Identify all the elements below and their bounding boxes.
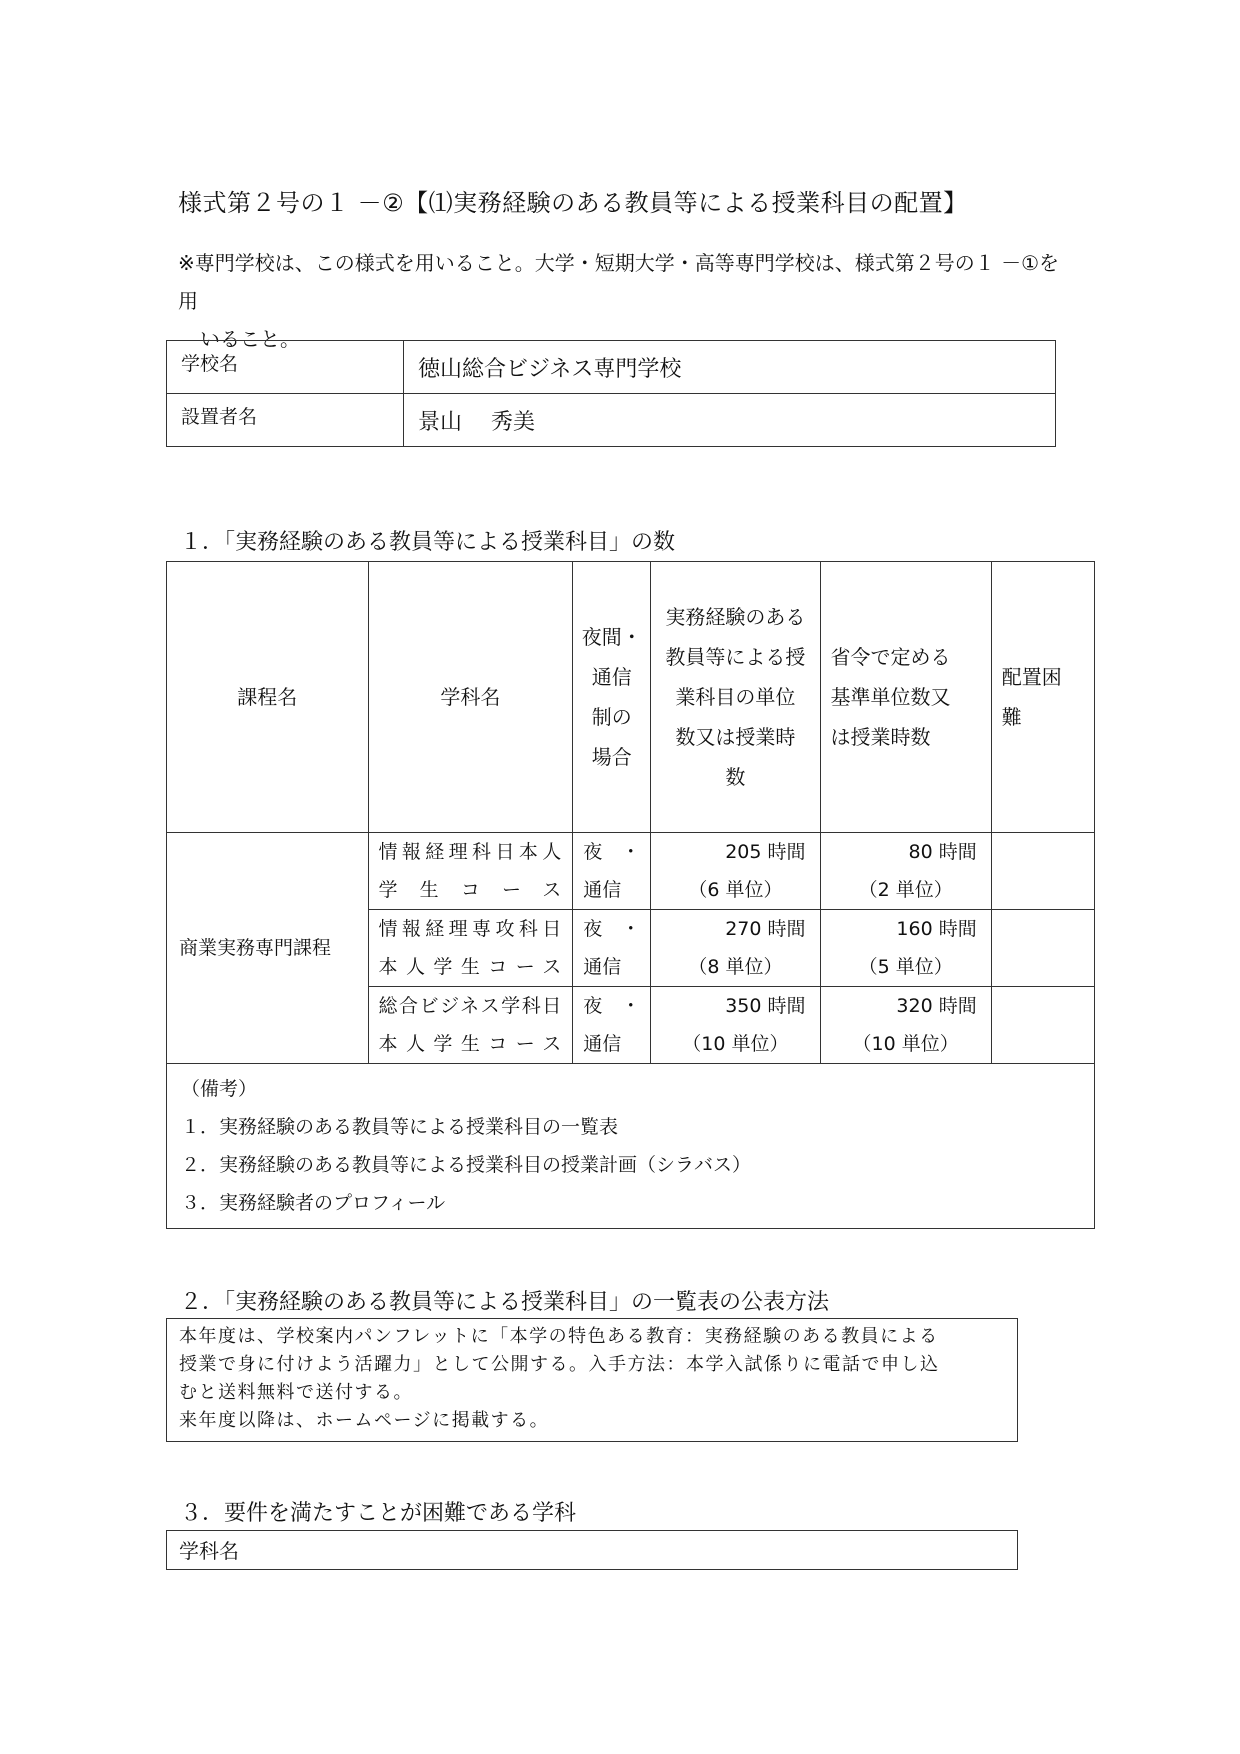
- difficulty-cell: [991, 833, 1094, 910]
- night-study: [573, 987, 651, 1064]
- remarks-item: ３．実務経験者のプロフィール: [181, 1192, 446, 1214]
- founder-name-label: 設置者名: [167, 394, 404, 447]
- publication-method-line: むと送料無料で送付する。: [179, 1382, 413, 1403]
- difficulty-cell: [991, 910, 1094, 987]
- course-name: 商業実務専門課程: [167, 833, 369, 1064]
- header-hours-line: 数: [725, 765, 746, 789]
- school-name-value: 徳山総合ビジネス専門学校: [404, 341, 1056, 394]
- header-night-line: 通信: [591, 665, 632, 689]
- remarks-item: ２．実務経験のある教員等による授業科目の授業計画（シラバス）: [181, 1154, 752, 1176]
- difficult-dept-box: [166, 1530, 1018, 1570]
- header-course: 課程名: [167, 562, 369, 833]
- standard-hours: [820, 987, 991, 1064]
- dept-name-line: 情報経理科日本人: [378, 841, 563, 863]
- section3-heading: ３．要件を満たすことが困難である学科: [180, 1501, 577, 1526]
- standard-hours-value: 320 時間: [896, 995, 977, 1017]
- header-hours-line: 数又は授業時: [675, 725, 796, 749]
- header-difficulty-line: 難: [1001, 705, 1022, 729]
- header-base-line: は授業時数: [830, 725, 931, 749]
- standard-hours: [820, 833, 991, 910]
- founder-row: [167, 394, 1056, 447]
- night-study-line: 夜 ・: [583, 841, 641, 863]
- dept-name-line: 本人学生コース: [378, 1033, 563, 1055]
- header-base-line: 基準単位数又: [830, 685, 951, 709]
- standard-hours-value: 80 時間: [908, 841, 977, 863]
- founder-name-value: 景山 秀美: [404, 394, 1056, 447]
- dept-name-line: 学生コース: [378, 879, 563, 901]
- remarks-heading: （備考）: [181, 1078, 258, 1100]
- night-study-line: 通信: [583, 1033, 622, 1055]
- night-study-line: 夜 ・: [583, 995, 641, 1017]
- header-night-line: 制の: [591, 705, 632, 729]
- usage-note-line: ※専門学校は、この様式を用いること。大学・短期大学・高等専門学校は、様式第２号の１ －①を用: [178, 251, 1060, 313]
- header-hours: [651, 562, 820, 833]
- publication-method-line: 本年度は、学校案内パンフレットに「本学の特色ある教育：実務経験のある教員による: [179, 1326, 939, 1347]
- table-row: [167, 833, 1095, 910]
- section2-heading: ２．「実務経験のある教員等による授業科目」の一覧表の公表方法: [180, 1290, 830, 1315]
- school-info-table: [166, 340, 1056, 447]
- dept-name-line: 本人学生コース: [378, 956, 563, 978]
- courses-header-row: [167, 562, 1095, 833]
- night-study: [573, 910, 651, 987]
- header-hours-line: 業科目の単位: [675, 685, 796, 709]
- practical-units-value: （6 単位）: [688, 879, 783, 901]
- night-study-line: 通信: [583, 879, 622, 901]
- night-study: [573, 833, 651, 910]
- standard-units-value: （5 単位）: [858, 956, 953, 978]
- standard-units-value: （2 単位）: [858, 879, 953, 901]
- header-base-line: 省令で定める: [830, 645, 951, 669]
- school-name-label: 学校名: [167, 341, 404, 394]
- header-hours-line: 教員等による授: [665, 645, 806, 669]
- dept-name: [368, 987, 573, 1064]
- difficult-dept-label: 学科名: [179, 1539, 239, 1563]
- night-study-line: 通信: [583, 956, 622, 978]
- standard-units-value: （10 単位）: [852, 1033, 959, 1055]
- header-base: [820, 562, 991, 833]
- practical-hours: [651, 910, 820, 987]
- dept-name: [368, 910, 573, 987]
- difficulty-cell: [991, 987, 1094, 1064]
- practical-hours-value: 350 時間: [725, 995, 806, 1017]
- publication-method-line: 来年度以降は、ホームページに掲載する。: [179, 1410, 550, 1431]
- publication-method-box: [166, 1318, 1018, 1442]
- header-night: [573, 562, 651, 833]
- header-hours-line: 実務経験のある: [665, 605, 806, 629]
- page-title: 様式第２号の１ －②【⑴実務経験のある教員等による授業科目の配置】: [178, 189, 968, 217]
- publication-method-line: 授業で身に付けよう活躍力」として公開する。入手方法：本学入試係りに電話で申し込: [179, 1354, 940, 1375]
- courses-table: [166, 561, 1095, 1229]
- remarks-cell: [167, 1064, 1095, 1229]
- practical-hours: [651, 833, 820, 910]
- header-dept: 学科名: [368, 562, 573, 833]
- dept-name-line: 総合ビジネス学科日: [378, 995, 563, 1017]
- header-night-line: 夜間・: [581, 625, 642, 649]
- practical-hours-value: 205 時間: [725, 841, 806, 863]
- standard-hours: [820, 910, 991, 987]
- header-night-line: 場合: [591, 745, 632, 769]
- standard-hours-value: 160 時間: [896, 918, 977, 940]
- practical-units-value: （10 単位）: [682, 1033, 789, 1055]
- practical-hours-value: 270 時間: [725, 918, 806, 940]
- practical-units-value: （8 単位）: [688, 956, 783, 978]
- usage-note-line: いること。: [200, 327, 300, 351]
- practical-hours: [651, 987, 820, 1064]
- dept-name-line: 情報経理専攻科日: [378, 918, 563, 940]
- section1-heading: １．「実務経験のある教員等による授業科目」の数: [180, 530, 676, 555]
- night-study-line: 夜 ・: [583, 918, 641, 940]
- remarks-item: １．実務経験のある教員等による授業科目の一覧表: [181, 1116, 619, 1138]
- school-row: [167, 341, 1056, 394]
- header-difficulty-line: 配置困: [1001, 665, 1062, 689]
- header-difficulty: [991, 562, 1094, 833]
- remarks-row: [167, 1064, 1095, 1229]
- dept-name: [368, 833, 573, 910]
